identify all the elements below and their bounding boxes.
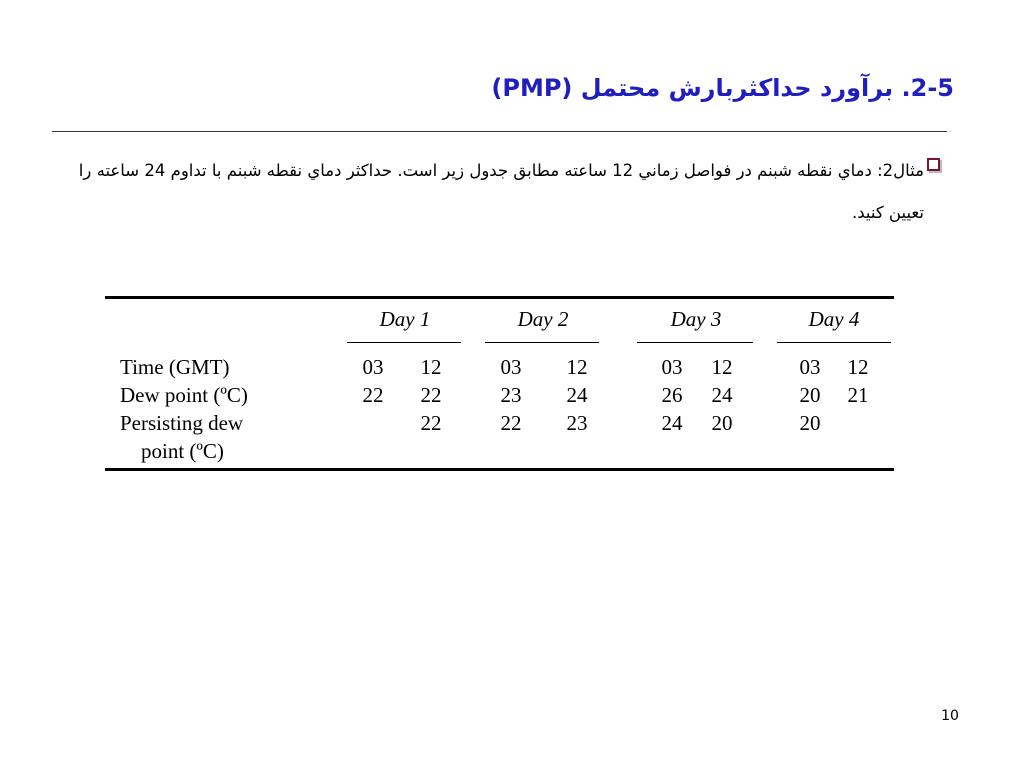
row-label-dew-point: Dew point (ºC) — [120, 383, 248, 407]
day-3-header: Day 3 — [670, 307, 722, 331]
day-4-rule — [777, 342, 891, 343]
time-cell: 03 — [661, 355, 683, 379]
persisting-cell: 22 — [420, 411, 442, 435]
dew-cell: 21 — [847, 383, 869, 407]
row-label-persisting-2: point (ºC) — [141, 439, 224, 463]
day-4-header: Day 4 — [808, 307, 860, 331]
time-cell: 12 — [420, 355, 442, 379]
persisting-cell: 24 — [661, 411, 683, 435]
slide-title: 2-5. برآورد حداکثربارش محتمل (PMP) — [491, 74, 954, 102]
dew-cell: 23 — [500, 383, 522, 407]
dew-cell: 20 — [799, 383, 821, 407]
day-2-rule — [485, 342, 599, 343]
time-cell: 03 — [799, 355, 821, 379]
persisting-cell: 20 — [711, 411, 733, 435]
page-number: 10 — [941, 708, 959, 724]
day-1-rule — [347, 342, 461, 343]
time-cell: 12 — [566, 355, 588, 379]
time-cell: 12 — [847, 355, 869, 379]
day-3-rule — [637, 342, 753, 343]
time-cell: 03 — [500, 355, 522, 379]
row-label-time: Time (GMT) — [120, 355, 230, 379]
dew-point-table — [105, 296, 894, 471]
day-2-header: Day 2 — [517, 307, 569, 331]
dew-cell: 24 — [566, 383, 588, 407]
day-1-header: Day 1 — [379, 307, 431, 331]
time-cell: 12 — [711, 355, 733, 379]
row-label-persisting-1: Persisting dew — [120, 411, 244, 435]
dew-cell: 22 — [362, 383, 384, 407]
persisting-cell: 20 — [799, 411, 821, 435]
dew-cell: 26 — [661, 383, 683, 407]
dew-cell: 22 — [420, 383, 442, 407]
persisting-cell: 23 — [566, 411, 588, 435]
title-divider — [52, 131, 947, 132]
persisting-cell: 22 — [500, 411, 522, 435]
time-cell: 03 — [362, 355, 384, 379]
dew-cell: 24 — [711, 383, 733, 407]
example-text: مثال2: دماي نقطه شبنم در فواصل زماني 12 ساعته مطابق جدول زير است. حداکثر دماي نقطه شبنم با تداوم 24 ساعته را تعيين کنيد. — [78, 161, 924, 222]
square-bullet-icon — [927, 158, 940, 171]
